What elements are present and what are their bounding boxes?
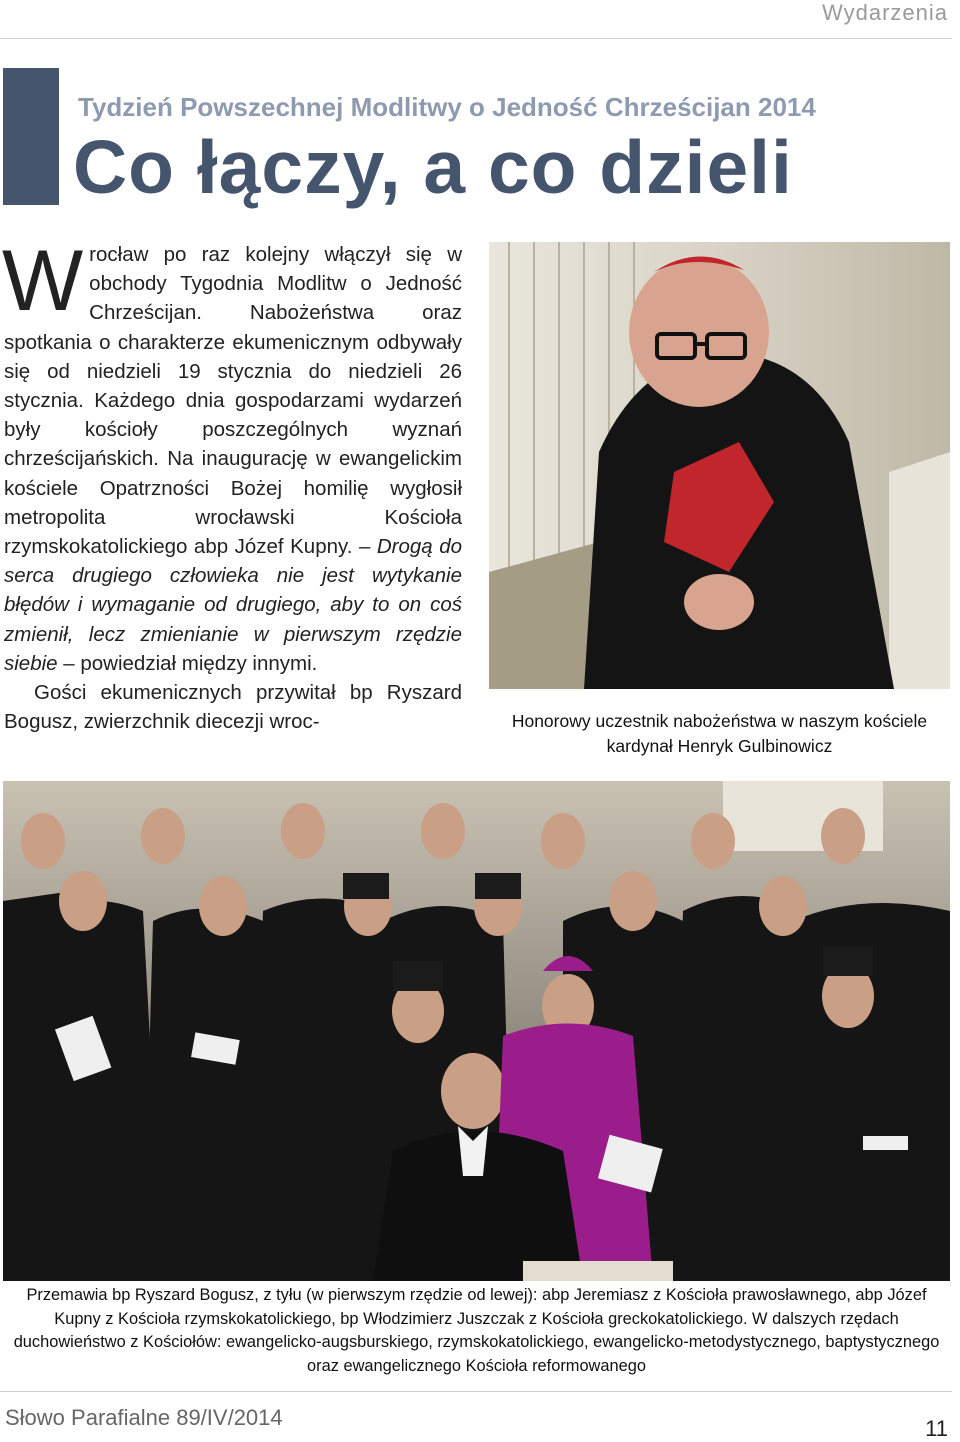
group-photo-caption: Przemawia bp Ryszard Bogusz, z tyłu (w pierwszym rzędzie od lewej): abp Jeremiasz z Kościoła prawosławnego, abp Józef Kupny z Kościoła rzymskokatolickiego, bp Włodzimierz Juszczak z Kościoła greckokatolickiego. W dalszych rzędach duchowieństwo z Kościołów: ewangelicko-augsburskiego, rzymskokatolickiego, ewangelicko-metodystycznego, baptystycznego oraz ewangelicznego Kościoła reformowanego [13, 1286, 940, 1375]
bishop-quote: – Drogą do serca drugiego człowieka nie jest wytykanie błędów i wymaganie od drugiego, aby to on coś zmienił, lecz zmienianie w pierwszym rzędzie siebie [4, 535, 463, 675]
clergy-group-photo [3, 781, 950, 1281]
cardinal-photo-caption: Honorowy uczestnik nabożeństwa w naszym kościele kardynał Henryk Gulbinowicz [511, 711, 928, 756]
footer-rule [0, 1391, 952, 1392]
paragraph-1-end: – powiedział między innymi. [57, 651, 318, 675]
article-title: Co łączy, a co dzieli [73, 125, 793, 209]
drop-cap: W [2, 233, 84, 329]
article-body [2, 233, 463, 736]
paragraph-2: Gości ekumenicznych przywitał bp Ryszard Bogusz, zwierzchnik diecezji wroc- [4, 681, 462, 734]
page-number: 11 [925, 1416, 948, 1441]
section-label: Wydarzenia [822, 0, 948, 25]
cardinal-photo [489, 242, 950, 689]
header-rule [0, 38, 952, 39]
title-accent-bar [3, 68, 59, 205]
article-kicker: Tydzień Powszechnej Modlitwy o Jedność Chrześcijan 2014 [78, 92, 816, 122]
publication-footer: Słowo Parafialne 89/IV/2014 [5, 1405, 283, 1430]
paragraph-1: rocław po raz kolejny włączył się w obchody Tygodnia Modlitw o Jedność Chrześcijan. Nabożeństwa oraz spotkania o charakterze ekumenicznym odbywały się od niedzieli 19 stycznia do niedzieli 26 stycznia. Każdego dnia gospodarzami wydarzeń były kościoły poszczególnych wyznań chrześcijańskich. Na inaugurację w ewangelickim kościele Opatrzności Bożej homilię wygłosił metropolita wrocławski Kościoła rzymskokatolickiego abp Józef Kupny. [4, 243, 462, 559]
